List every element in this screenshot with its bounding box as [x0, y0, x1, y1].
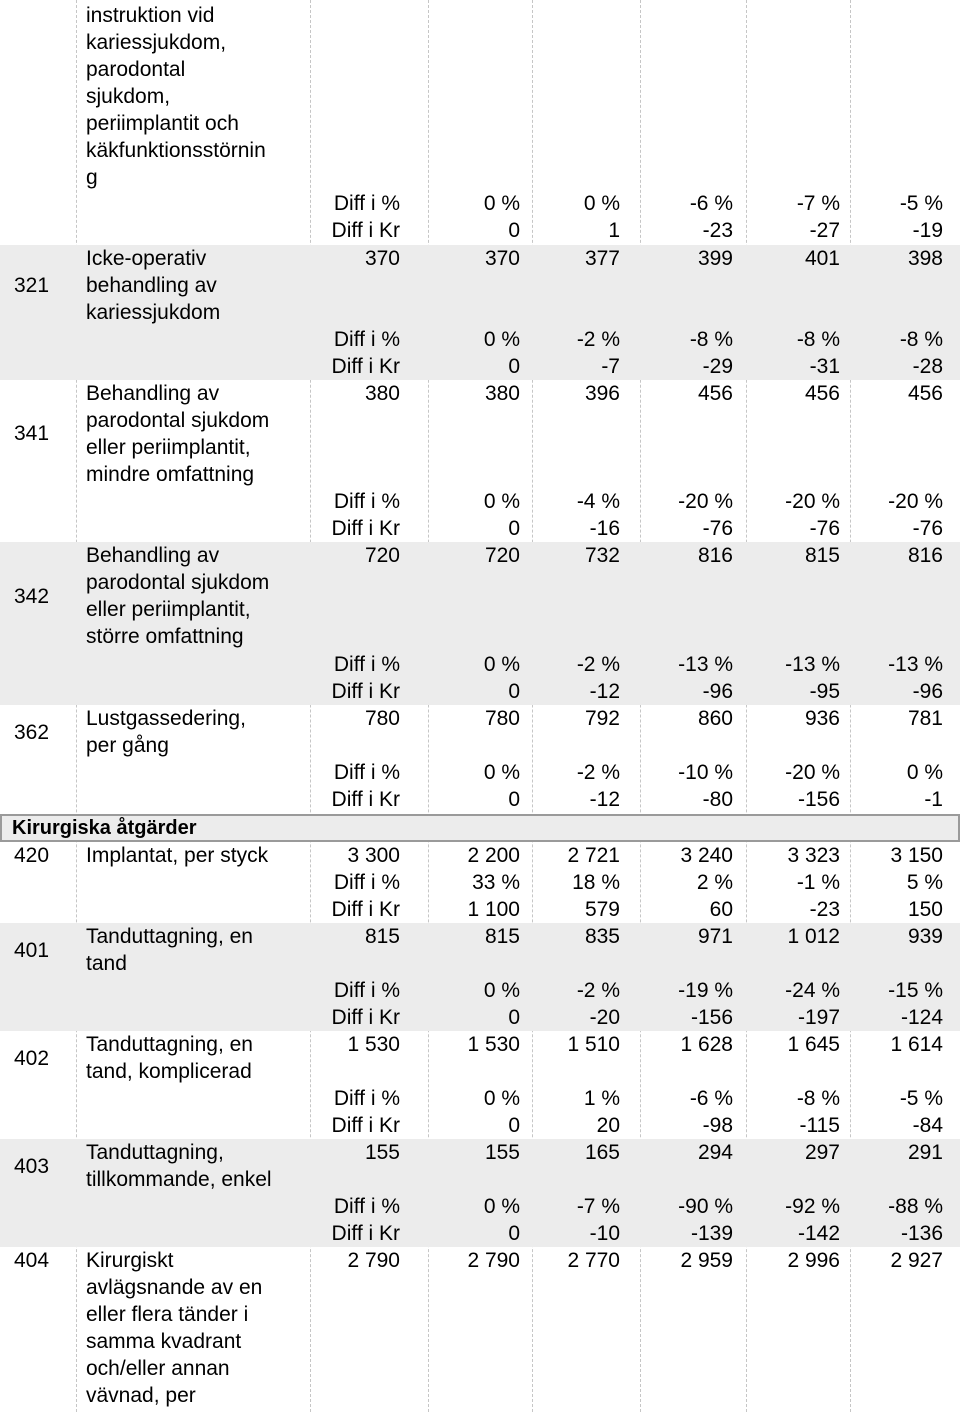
diff-kr-cell: 0 — [508, 1114, 520, 1137]
diff-kr-cell: -29 — [702, 355, 733, 378]
diff-pct-label: Diff i % — [333, 1087, 400, 1110]
diff-pct-cell: -8 % — [796, 328, 840, 351]
price-cell: 294 — [697, 1141, 733, 1164]
diff-pct-label: Diff i % — [333, 490, 400, 513]
diff-pct-cell: -8 % — [796, 1087, 840, 1110]
diff-kr-cell: -76 — [809, 517, 840, 540]
price-cell: 3 240 — [680, 844, 733, 867]
diff-kr-cell: 1 100 — [467, 898, 520, 921]
desc-line: avlägsnande av en — [86, 1276, 263, 1299]
desc-line: käkfunktionsstörnin — [86, 139, 266, 162]
price-cell: 2 996 — [787, 1249, 840, 1272]
diff-pct-label: Diff i % — [333, 192, 400, 215]
desc-line: periimplantit och — [86, 112, 239, 135]
diff-kr-cell: -16 — [589, 517, 620, 540]
treatment-description — [86, 542, 269, 650]
desc-line: instruktion vid — [86, 4, 215, 27]
diff-pct-cell: 0 % — [483, 328, 520, 351]
diff-kr-label: Diff i Kr — [331, 355, 400, 378]
diff-pct-cell: -2 % — [576, 979, 620, 1002]
treatment-description — [86, 1031, 253, 1085]
diff-pct-cell: -7 % — [796, 192, 840, 215]
diff-pct-cell: -19 % — [678, 979, 733, 1002]
price-cell: 792 — [584, 707, 620, 730]
diff-pct-cell: -4 % — [576, 490, 620, 513]
diff-kr-label: Diff i Kr — [331, 1222, 400, 1245]
diff-kr-cell: -84 — [912, 1114, 943, 1137]
price-cell: 3 323 — [787, 844, 840, 867]
diff-pct-label: Diff i % — [333, 871, 400, 894]
desc-line: Tanduttagning, — [86, 1141, 224, 1164]
price-cell: 456 — [907, 382, 943, 405]
diff-kr-cell: 0 — [508, 219, 520, 242]
price-cell: 456 — [804, 382, 840, 405]
diff-kr-cell: -28 — [912, 355, 943, 378]
desc-line: kariessjukdom, — [86, 31, 227, 54]
desc-line: Kirurgiskt — [86, 1249, 174, 1272]
treatment-description — [86, 705, 246, 759]
reference-price: 3 300 — [347, 844, 400, 867]
reference-price: 155 — [364, 1141, 400, 1164]
diff-kr-label: Diff i Kr — [331, 1114, 400, 1137]
price-cell: 2 927 — [890, 1249, 943, 1272]
diff-pct-cell: -2 % — [576, 761, 620, 784]
desc-line: Behandling av — [86, 544, 220, 567]
desc-line: Icke-operativ — [86, 247, 207, 270]
diff-kr-cell: -76 — [702, 517, 733, 540]
diff-kr-cell: 0 — [508, 355, 520, 378]
diff-pct-label: Diff i % — [333, 979, 400, 1002]
diff-kr-cell: 0 — [508, 1006, 520, 1029]
diff-kr-cell: -95 — [809, 680, 840, 703]
diff-pct-cell: 0 % — [483, 979, 520, 1002]
treatment-description: Implantat, per styck — [86, 844, 269, 867]
diff-pct-cell: 5 % — [906, 871, 943, 894]
diff-kr-cell: 60 — [709, 898, 733, 921]
desc-line: Lustgassedering, — [86, 707, 246, 730]
diff-pct-cell: -2 % — [576, 653, 620, 676]
price-cell: 401 — [804, 247, 840, 270]
diff-kr-label: Diff i Kr — [331, 788, 400, 811]
diff-pct-label: Diff i % — [333, 328, 400, 351]
price-cell: 291 — [907, 1141, 943, 1164]
price-cell: 1 645 — [787, 1033, 840, 1056]
price-cell: 377 — [584, 247, 620, 270]
reference-price: 720 — [364, 544, 400, 567]
diff-pct-cell: -10 % — [678, 761, 733, 784]
price-cell: 835 — [584, 925, 620, 948]
diff-pct-cell: 0 % — [483, 490, 520, 513]
table-row — [0, 1247, 960, 1412]
diff-kr-cell: -76 — [912, 517, 943, 540]
diff-pct-cell: -92 % — [785, 1195, 840, 1218]
diff-pct-cell: -24 % — [785, 979, 840, 1002]
desc-line: och/eller annan — [86, 1357, 230, 1380]
desc-line: större omfattning — [86, 625, 244, 648]
diff-pct-cell: -20 % — [785, 761, 840, 784]
price-cell: 971 — [697, 925, 733, 948]
treatment-code: 342 — [14, 585, 50, 608]
desc-line: kariessjukdom — [86, 301, 221, 324]
desc-line: samma kvadrant — [86, 1330, 242, 1353]
desc-line: parodontal sjukdom — [86, 571, 270, 594]
treatment-code: 341 — [14, 422, 50, 445]
diff-pct-cell: 0 % — [483, 192, 520, 215]
price-cell: 2 790 — [467, 1249, 520, 1272]
diff-kr-label: Diff i Kr — [331, 517, 400, 540]
diff-kr-cell: -27 — [809, 219, 840, 242]
diff-kr-cell: -19 — [912, 219, 943, 242]
diff-pct-cell: -2 % — [576, 328, 620, 351]
price-cell: 816 — [697, 544, 733, 567]
diff-pct-cell: -20 % — [785, 490, 840, 513]
diff-pct-cell: 1 % — [583, 1087, 620, 1110]
diff-pct-cell: -13 % — [888, 653, 943, 676]
table-row — [0, 380, 960, 542]
price-cell: 399 — [697, 247, 733, 270]
diff-kr-cell: 0 — [508, 517, 520, 540]
diff-kr-cell: -20 — [589, 1006, 620, 1029]
price-cell: 3 150 — [890, 844, 943, 867]
diff-kr-cell: -1 — [924, 788, 943, 811]
diff-pct-cell: -13 % — [678, 653, 733, 676]
table-row — [0, 245, 960, 380]
diff-pct-label: Diff i % — [333, 1195, 400, 1218]
diff-kr-cell: 20 — [596, 1114, 620, 1137]
desc-line: Tanduttagning, en — [86, 1033, 253, 1056]
diff-kr-cell: -96 — [702, 680, 733, 703]
table-row — [0, 1031, 960, 1139]
desc-line: tillkommande, enkel — [86, 1168, 272, 1191]
diff-pct-cell: -7 % — [576, 1195, 620, 1218]
price-cell: 815 — [804, 544, 840, 567]
treatment-code: 362 — [14, 721, 50, 744]
desc-line: eller periimplantit, — [86, 598, 251, 621]
diff-pct-label: Diff i % — [333, 653, 400, 676]
section-header — [0, 814, 960, 842]
table-row — [0, 705, 960, 814]
price-cell: 165 — [584, 1141, 620, 1164]
price-cell: 1 628 — [680, 1033, 733, 1056]
diff-pct-cell: 0 % — [483, 1087, 520, 1110]
reference-price: 815 — [364, 925, 400, 948]
price-cell: 396 — [584, 382, 620, 405]
diff-kr-cell: -96 — [912, 680, 943, 703]
diff-kr-cell: -98 — [702, 1114, 733, 1137]
desc-line: parodontal — [86, 58, 186, 81]
treatment-code: 401 — [14, 939, 50, 962]
price-cell: 370 — [484, 247, 520, 270]
diff-kr-label: Diff i Kr — [331, 898, 400, 921]
diff-kr-label: Diff i Kr — [331, 219, 400, 242]
diff-pct-cell: -5 % — [899, 192, 943, 215]
price-cell: 720 — [484, 544, 520, 567]
treatment-description — [86, 1139, 272, 1193]
diff-kr-cell: 0 — [508, 788, 520, 811]
treatment-code: 420 — [14, 844, 50, 867]
price-cell: 815 — [484, 925, 520, 948]
diff-kr-label: Diff i Kr — [331, 1006, 400, 1029]
treatment-code: 404 — [14, 1249, 50, 1272]
diff-pct-cell: -5 % — [899, 1087, 943, 1110]
diff-kr-cell: -7 — [601, 355, 620, 378]
desc-line: eller flera tänder i — [86, 1303, 249, 1326]
price-cell: 939 — [907, 925, 943, 948]
diff-kr-cell: -136 — [900, 1222, 943, 1245]
table-row — [0, 542, 960, 705]
price-cell: 780 — [484, 707, 520, 730]
desc-line: mindre omfattning — [86, 463, 255, 486]
price-cell: 155 — [484, 1141, 520, 1164]
intro-description — [86, 2, 266, 191]
price-cell: 1 012 — [787, 925, 840, 948]
price-cell: 456 — [697, 382, 733, 405]
desc-line: tand — [86, 952, 127, 975]
diff-pct-cell: -88 % — [888, 1195, 943, 1218]
treatment-code: 402 — [14, 1047, 50, 1070]
desc-line: per gång — [86, 734, 169, 757]
diff-pct-cell: -15 % — [888, 979, 943, 1002]
diff-kr-cell: 0 — [508, 680, 520, 703]
diff-pct-cell: 18 % — [572, 871, 620, 894]
price-cell: 1 614 — [890, 1033, 943, 1056]
diff-pct-cell: 0 % — [583, 192, 620, 215]
price-cell: 860 — [697, 707, 733, 730]
diff-pct-cell: 2 % — [696, 871, 733, 894]
price-cell: 816 — [907, 544, 943, 567]
diff-pct-cell: -90 % — [678, 1195, 733, 1218]
price-cell: 732 — [584, 544, 620, 567]
diff-kr-cell: -80 — [702, 788, 733, 811]
diff-kr-cell: 0 — [508, 1222, 520, 1245]
diff-pct-cell: -6 % — [689, 192, 733, 215]
diff-kr-cell: -12 — [589, 788, 620, 811]
diff-kr-cell: -139 — [690, 1222, 733, 1245]
diff-pct-cell: 0 % — [483, 1195, 520, 1218]
diff-kr-cell: -10 — [589, 1222, 620, 1245]
diff-kr-cell: -124 — [900, 1006, 943, 1029]
desc-line: behandling av — [86, 274, 217, 297]
treatment-description — [86, 923, 253, 977]
price-cell: 380 — [484, 382, 520, 405]
diff-pct-cell: -8 % — [689, 328, 733, 351]
desc-line: sjukdom, — [86, 85, 171, 108]
diff-kr-cell: 579 — [584, 898, 620, 921]
treatment-description — [86, 380, 269, 488]
desc-line: tand, komplicerad — [86, 1060, 252, 1083]
diff-kr-cell: -197 — [797, 1006, 840, 1029]
price-cell: 781 — [907, 707, 943, 730]
price-cell: 2 959 — [680, 1249, 733, 1272]
table-row — [0, 1139, 960, 1247]
reference-price: 2 790 — [347, 1249, 400, 1272]
desc-line: Tanduttagning, en — [86, 925, 253, 948]
diff-kr-cell: -115 — [799, 1114, 840, 1137]
desc-line: Behandling av — [86, 382, 220, 405]
desc-line: parodontal sjukdom — [86, 409, 270, 432]
diff-kr-cell: 150 — [907, 898, 943, 921]
desc-line: eller periimplantit, — [86, 436, 251, 459]
treatment-code: 321 — [14, 274, 50, 297]
price-cell: 2 200 — [467, 844, 520, 867]
diff-pct-cell: 0 % — [483, 761, 520, 784]
diff-kr-cell: -23 — [702, 219, 733, 242]
diff-pct-cell: -13 % — [785, 653, 840, 676]
price-cell: 297 — [804, 1141, 840, 1164]
price-cell: 2 770 — [567, 1249, 620, 1272]
table-row — [0, 923, 960, 1031]
intro-row — [0, 0, 960, 245]
diff-pct-cell: -20 % — [678, 490, 733, 513]
reference-price: 370 — [364, 247, 400, 270]
table-row — [0, 842, 960, 923]
price-cell: 1 510 — [567, 1033, 620, 1056]
diff-pct-cell: -8 % — [899, 328, 943, 351]
diff-pct-cell: 0 % — [906, 761, 943, 784]
section-title: Kirurgiska åtgärder — [12, 817, 197, 839]
price-cell: 936 — [804, 707, 840, 730]
diff-kr-cell: -156 — [690, 1006, 733, 1029]
treatment-code: 403 — [14, 1155, 50, 1178]
diff-pct-cell: -20 % — [888, 490, 943, 513]
treatment-description — [86, 245, 220, 326]
desc-line: vävnad, per — [86, 1384, 196, 1407]
diff-pct-cell: 33 % — [472, 871, 520, 894]
price-cell: 1 530 — [467, 1033, 520, 1056]
diff-kr-cell: 1 — [608, 219, 620, 242]
diff-pct-cell: -6 % — [689, 1087, 733, 1110]
reference-price: 1 530 — [347, 1033, 400, 1056]
diff-kr-cell: -23 — [809, 898, 840, 921]
price-cell: 398 — [907, 247, 943, 270]
diff-pct-label: Diff i % — [333, 761, 400, 784]
reference-price: 780 — [364, 707, 400, 730]
diff-kr-cell: -142 — [797, 1222, 840, 1245]
price-cell: 2 721 — [567, 844, 620, 867]
reference-price: 380 — [364, 382, 400, 405]
diff-pct-cell: -1 % — [796, 871, 840, 894]
diff-kr-cell: -12 — [589, 680, 620, 703]
treatment-description — [86, 1247, 262, 1409]
desc-line: g — [86, 166, 98, 189]
diff-kr-cell: -156 — [797, 788, 840, 811]
diff-kr-label: Diff i Kr — [331, 680, 400, 703]
diff-pct-cell: 0 % — [483, 653, 520, 676]
diff-kr-cell: -31 — [809, 355, 840, 378]
